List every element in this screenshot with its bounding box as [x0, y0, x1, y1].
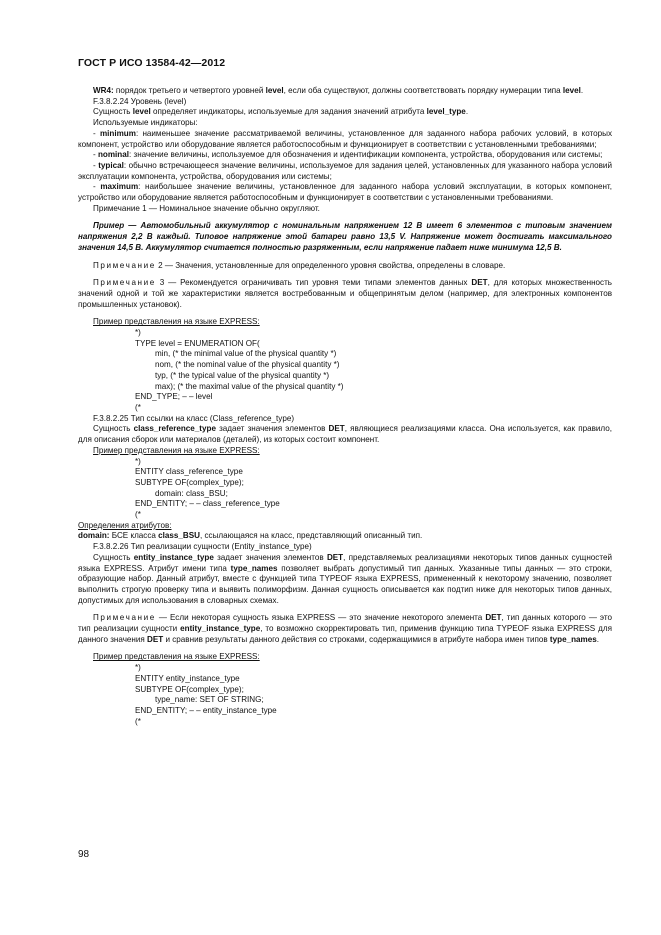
code-line: nom, (* the nominal value of the physical quantity *)	[155, 360, 340, 370]
code-line: END_ENTITY; – – entity_instance_type	[135, 705, 277, 715]
code-line: domain: class_BSU;	[155, 488, 228, 498]
example-battery: Пример — Автомобильный аккумулятор с номинальным напряжением 12 В имеет 6 элементов с типовым значением напряжения 2,2 В каждый. Типовое напряжение этой батареи равно 13,5 V. Напряжение может достигать максимального значения 14,5 В. Аккумулятор считается полностью разряженным, если напряжение падает ниже минимума 12,5 В.	[78, 221, 612, 252]
section-heading-class-reference: F.3.8.2.25 Тип ссылки на класс (Class_reference_type)	[93, 413, 295, 423]
express-code-class-reference	[78, 457, 612, 521]
code-line: (*	[135, 402, 141, 412]
paragraph-class-reference: Сущность class_reference_type задает значения элементов DET, являющиеся реализациями класса. Она используется, как правило, для описания сборок или материалов (деталей), из которых состоит компонент.	[78, 424, 612, 445]
page-number: 98	[78, 849, 90, 860]
page-content	[78, 86, 612, 727]
paragraph-indicators: Используемые индикаторы:	[93, 118, 198, 128]
section-heading-level: F.3.8.2.24 Уровень (level)	[93, 96, 187, 106]
code-line: ENTITY entity_instance_type	[135, 673, 240, 683]
list-item-maximum: - maximum: наибольшее значение величины, установленное для заданного набора условий эксплуатации, в которых компонент, устройство или оборудование является работоспособным и функционирует в соответствии с установленными требованиями.	[78, 182, 612, 203]
code-line: (*	[135, 716, 141, 726]
list-item-typical: - typical: обычно встречающееся значение величины, используемое для задания целей, установленных для указанного набора условий эксплуатации компонента, устройства, оборудования или системы;	[78, 160, 612, 181]
code-line: typ, (* the typical value of the physical quantity *)	[155, 370, 330, 380]
express-code-entity-instance	[78, 663, 612, 727]
note-2: Примечание 2 — Значения, установленные для определенного уровня свойства, определены в словаре.	[93, 260, 506, 270]
code-line: *)	[135, 456, 141, 466]
code-line: max); (* the maximal value of the physical quantity *)	[155, 381, 344, 391]
code-line: TYPE level = ENUMERATION OF(	[135, 338, 260, 348]
code-line: *)	[135, 663, 141, 673]
code-line: ENTITY class_reference_type	[135, 467, 243, 477]
code-line: SUBTYPE OF(complex_type);	[135, 684, 244, 694]
list-item-minimum: - minimum: наименьшее значение рассматриваемой величины, установленное для заданного набора рабочих условий, в которых компонент, устройство или оборудование является работоспособным и функционирует в соответствии с установленными требованиями;	[78, 128, 612, 149]
code-line: (*	[135, 510, 141, 520]
note-1: Примечание 1 — Номинальное значение обычно округляют.	[93, 203, 320, 213]
note-entity-instance: Примечание — Если некоторая сущность языка EXPRESS — это значение некоторого элемента DET, тип данных которого — это тип реализации сущности entity_instance_type, то возможно скорректировать тип, применив функцию типа TYPEOF языка EXPRESS для данного значения DET и сравнив результаты данного действия со строками, содержащимися в атрибуте набора имен типов type_names.	[78, 613, 612, 644]
code-line: *)	[135, 328, 141, 338]
code-line: SUBTYPE OF(complex_type);	[135, 477, 244, 487]
attribute-definitions-heading: Определения атрибутов:	[78, 520, 172, 530]
code-line: END_ENTITY; – – class_reference_type	[135, 499, 280, 509]
express-code-level	[78, 328, 612, 414]
code-line: type_name: SET OF STRING;	[155, 695, 264, 705]
section-heading-entity-instance: F.3.8.2.26 Тип реализации сущности (Entity_instance_type)	[93, 542, 312, 552]
code-line: min, (* the minimal value of the physical quantity *)	[155, 349, 337, 359]
paragraph-entity-instance: Сущность entity_instance_type задает значения элементов DET, представляемых реализациями некоторых типов данных сущностей языка EXPRESS. Атрибут имени типа type_names позволяет выбрать допустимый тип данных. Указанные типы данных — это строки, образующие набор. Данный атрибут, вместе с функцией типа TYPEOF языка EXPRESS, примененный к некоторому значению, позволяет выполнить строгую проверку типа и выявить полиморфизм. Данная сущность описывается как подтип ниже для некоторых типов данных, допустимых для использования в словарных схемах.	[78, 552, 612, 605]
list-item-nominal: - nominal: значение величины, используемое для обозначения и идентификации компонента, устройства, оборудования или системы;	[93, 150, 603, 160]
example-heading-2: Пример представления на языке EXPRESS:	[93, 445, 260, 455]
code-line: END_TYPE; – – level	[135, 392, 213, 402]
example-heading-1: Пример представления на языке EXPRESS:	[93, 317, 260, 327]
document-header: ГОСТ Р ИСО 13584-42—2012	[78, 57, 226, 69]
paragraph-level-entity: Сущность level определяет индикаторы, используемые для задания значений атрибута level_type.	[93, 107, 469, 117]
note-3: Примечание 3 — Рекомендуется ограничивать тип уровня теми типами элементов данных DET, для которых множественность значений одной и той же характеристики является востребованным и общепринятым делом (например, для электронных компонентов промышленных установок).	[78, 278, 613, 309]
example-heading-3: Пример представления на языке EXPRESS:	[93, 652, 260, 662]
attribute-domain: domain: БСЕ класса class_BSU, ссылающаяся на класс, представляющий описанный тип.	[78, 531, 423, 541]
paragraph-wr4: WR4: порядок третьего и четвертого уровней level, если оба существуют, должны соответствовать порядку нумерации типа level.	[93, 86, 584, 95]
